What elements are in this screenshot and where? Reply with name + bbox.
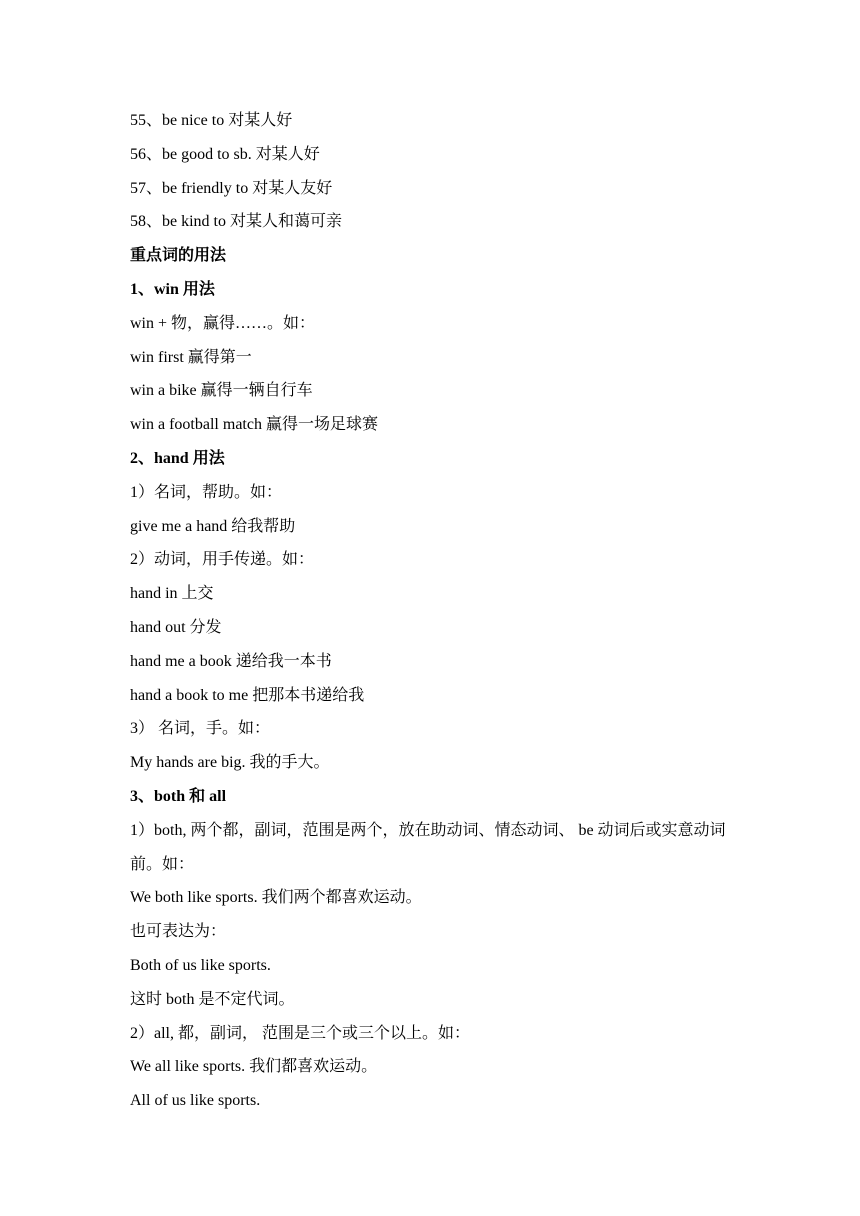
phrase-line-57: 57、be friendly to 对某人友好 [130, 179, 333, 197]
example-line: Both of us like sports. [130, 956, 271, 974]
example-line: win first 赢得第一 [130, 348, 252, 366]
text-line: 这时 both 是不定代词。 [130, 990, 295, 1008]
phrase-line-58: 58、be kind to 对某人和蔼可亲 [130, 213, 342, 231]
text-line: 2）动词，用手传递。如： [130, 551, 315, 569]
text-line: 3） 名词，手。如： [130, 720, 271, 738]
example-line: We both like sports. 我们两个都喜欢运动。 [130, 889, 422, 907]
example-line: hand a book to me 把那本书递给我 [130, 686, 365, 704]
example-line: give me a hand 给我帮助 [130, 517, 296, 535]
text-line: win + 物，赢得……。如： [130, 314, 316, 332]
subheading-hand: 2、hand 用法 [130, 449, 225, 467]
example-line: We all like sports. 我们都喜欢运动。 [130, 1058, 378, 1076]
phrase-line-56: 56、be good to sb. 对某人好 [130, 145, 320, 163]
text-paragraph: 1）both, 两个都，副词，范围是两个，放在助动词、情态动词、 be 动词后或实意动词前。如： [130, 821, 726, 873]
subheading-both-all: 3、both 和 all [130, 787, 227, 805]
example-line: My hands are big. 我的手大。 [130, 754, 330, 772]
document-body [130, 104, 740, 1118]
text-line: 也可表达为： [130, 923, 227, 941]
phrase-line-55: 55、be nice to 对某人好 [130, 112, 293, 129]
example-line: win a football match 赢得一场足球赛 [130, 416, 378, 434]
example-line: hand out 分发 [130, 618, 222, 636]
example-line: hand me a book 递给我一本书 [130, 652, 332, 670]
example-line: win a bike 赢得一辆自行车 [130, 382, 313, 400]
subheading-win: 1、win 用法 [130, 280, 215, 298]
text-line: 1）名词，帮助。如： [130, 483, 283, 501]
example-line: All of us like sports. [130, 1092, 261, 1110]
example-line: hand in 上交 [130, 585, 214, 603]
text-line: 2）all, 都，副词， 范围是三个或三个以上。如： [130, 1024, 470, 1042]
section-heading: 重点词的用法 [130, 247, 227, 265]
